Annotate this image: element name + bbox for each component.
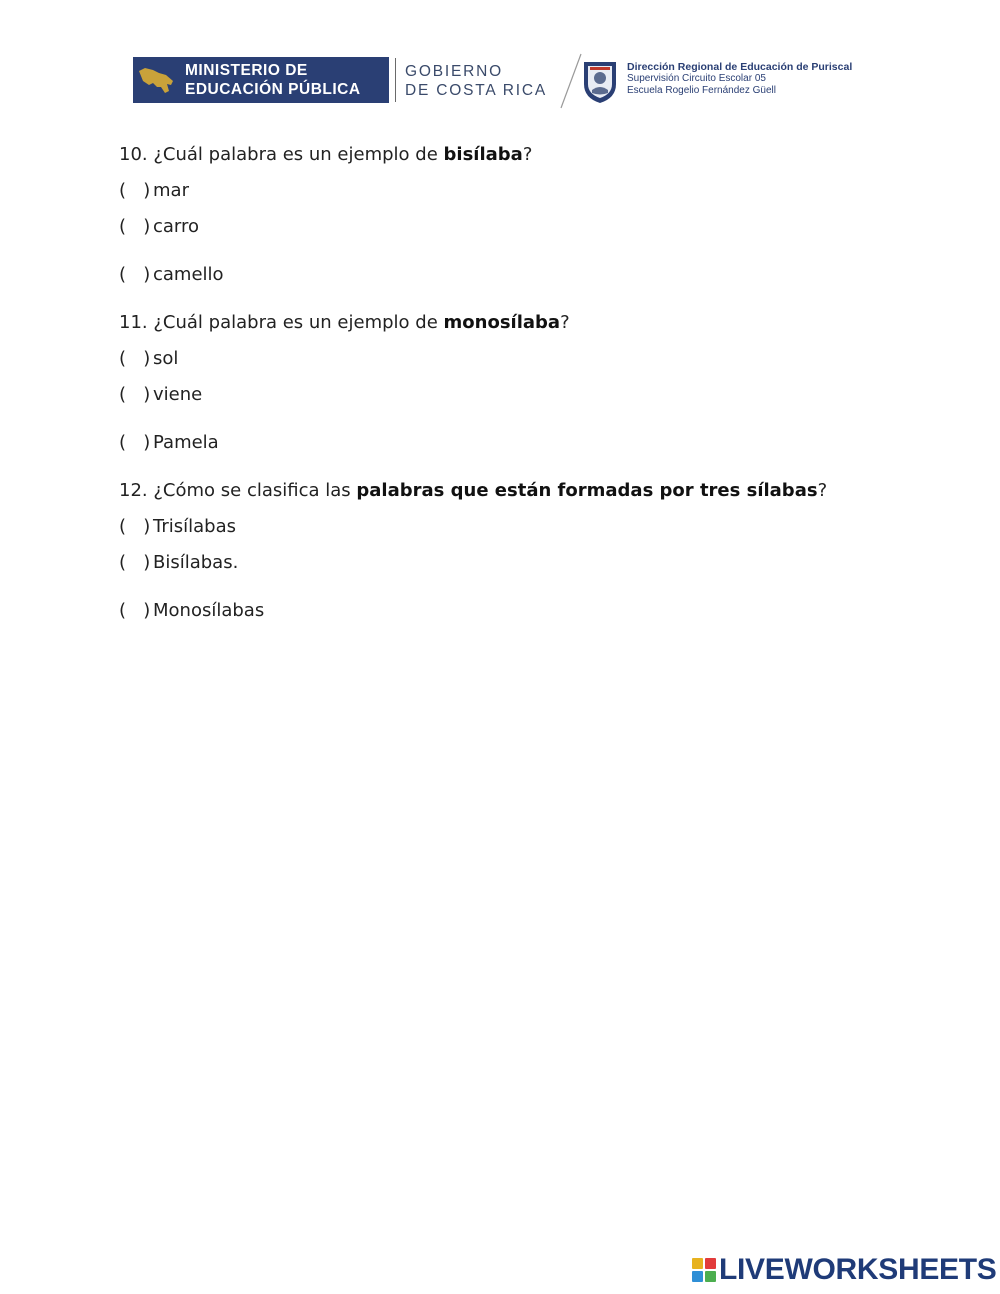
option-label: Monosílabas [153, 600, 265, 621]
question-prefix: ¿Cómo se clasifica las [153, 480, 357, 501]
answer-option[interactable] [119, 515, 236, 539]
question-number: 11. [119, 312, 148, 333]
ministry-name [179, 61, 361, 99]
option-label: Pamela [153, 432, 219, 453]
answer-checkbox[interactable]: ( ) [119, 432, 151, 453]
header-divider [395, 58, 396, 102]
answer-checkbox[interactable]: ( ) [119, 600, 151, 621]
answer-checkbox[interactable]: ( ) [119, 180, 151, 201]
answer-checkbox[interactable]: ( ) [119, 552, 151, 573]
option-label: mar [153, 180, 189, 201]
question-keyword: bisílaba [443, 144, 523, 165]
mep-logo [133, 57, 389, 103]
document-header [133, 52, 873, 110]
header-slash-divider [553, 52, 583, 110]
ministry-line-1: MINISTERIO DE [185, 62, 308, 79]
answer-checkbox[interactable]: ( ) [119, 516, 151, 537]
answer-checkbox[interactable]: ( ) [119, 348, 151, 369]
regional-line-2: Supervisión Circuito Escolar 05 [627, 73, 766, 84]
question-12 [119, 479, 827, 503]
gov-line-2: DE COSTA RICA [405, 82, 547, 99]
ministry-line-2: EDUCACIÓN PÚBLICA [185, 81, 361, 98]
answer-option[interactable] [119, 383, 202, 407]
answer-checkbox[interactable]: ( ) [119, 384, 151, 405]
question-prefix: ¿Cuál palabra es un ejemplo de [153, 144, 444, 165]
regional-line-1: Dirección Regional de Educación de Puriscal [627, 61, 853, 73]
gov-line-1: GOBIERNO [405, 63, 503, 80]
answer-option[interactable] [119, 431, 219, 455]
question-prefix: ¿Cuál palabra es un ejemplo de [153, 312, 444, 333]
regional-line-3: Escuela Rogelio Fernández Güell [627, 84, 776, 96]
answer-option[interactable] [119, 215, 199, 239]
option-label: Trisílabas [153, 516, 236, 537]
option-label: sol [153, 348, 179, 369]
answer-option[interactable] [119, 599, 264, 623]
question-suffix: ? [560, 312, 570, 333]
option-label: viene [153, 384, 203, 405]
question-number: 10. [119, 144, 148, 165]
answer-option[interactable] [119, 263, 224, 287]
answer-checkbox[interactable]: ( ) [119, 216, 151, 237]
question-suffix: ? [817, 480, 828, 501]
liveworksheets-brand[interactable] [692, 1254, 997, 1286]
question-11 [119, 311, 570, 335]
option-label: Bisílabas. [153, 552, 239, 573]
regional-direction [627, 61, 852, 96]
question-number: 12. [119, 480, 148, 501]
school-seal-icon [581, 58, 619, 104]
question-keyword: monosílaba [443, 312, 561, 333]
option-label: carro [153, 216, 200, 237]
answer-checkbox[interactable]: ( ) [119, 264, 151, 285]
answer-option[interactable] [119, 179, 189, 203]
brand-name: LIVEWORKSHEETS [719, 1253, 997, 1286]
option-label: camello [153, 264, 224, 285]
question-suffix: ? [522, 144, 533, 165]
costa-rica-map-icon [133, 57, 179, 103]
liveworksheets-logo-icon [692, 1258, 716, 1282]
government-name [405, 62, 547, 100]
answer-option[interactable] [119, 551, 238, 575]
question-keyword: palabras que están formadas por tres sílabas [356, 480, 818, 501]
question-10 [119, 143, 532, 167]
answer-option[interactable] [119, 347, 178, 371]
